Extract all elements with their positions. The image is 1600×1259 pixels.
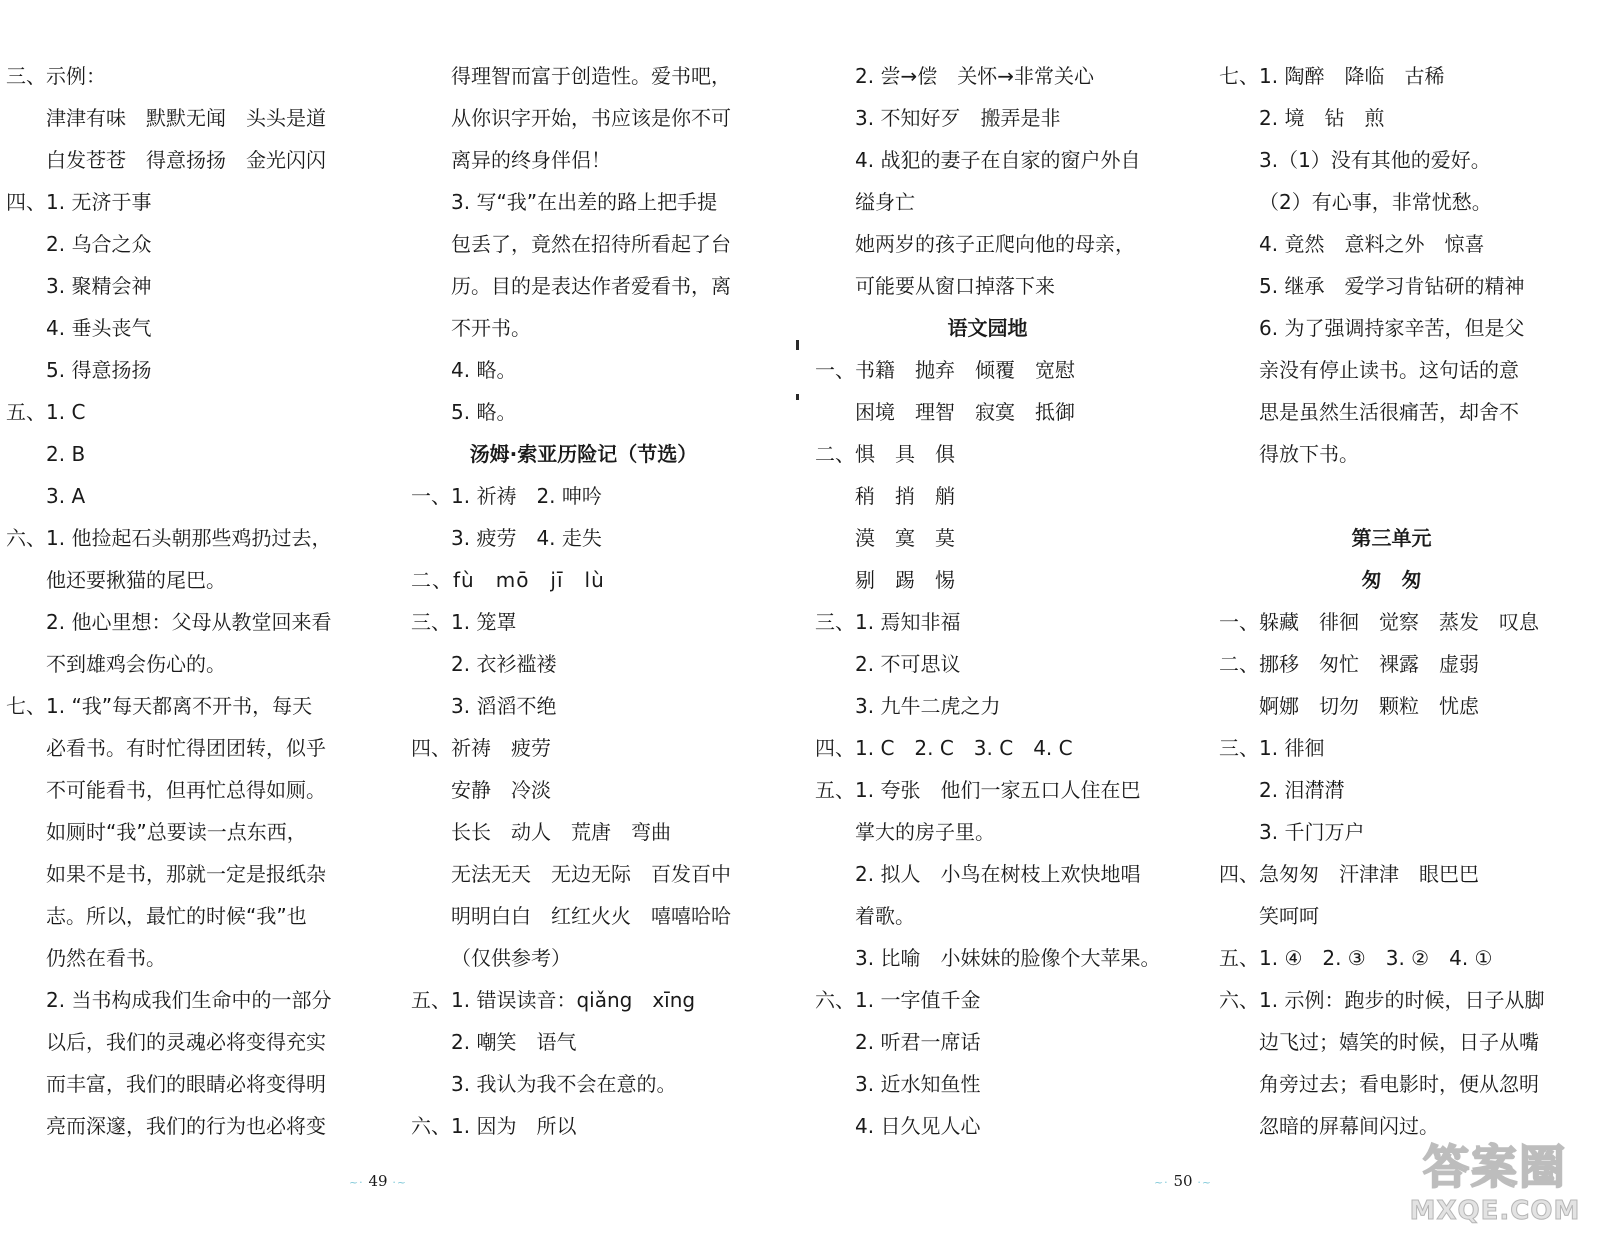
answer-line: 六、1. 一字值千金 [815, 988, 981, 1012]
section-heading: 匆 匆 [1361, 568, 1422, 592]
answer-line: 2. 衣衫褴褛 [451, 652, 557, 676]
answer-line: 不到雄鸡会伤心的。 [46, 652, 226, 676]
answer-line: 4. 垂头丧气 [46, 316, 152, 340]
answer-line: 五、1. 夸张 他们一家五口人住在巴 [815, 778, 1141, 802]
answer-line: 不开书。 [451, 316, 531, 340]
answer-line: 2. 不可思议 [855, 652, 961, 676]
answer-line: 4. 日久见人心 [855, 1114, 981, 1138]
answer-line: 2. B [46, 442, 86, 466]
answer-line: 边飞过；嬉笑的时候，日子从嘴 [1259, 1030, 1539, 1054]
answer-line: 而丰富，我们的眼睛必将变得明 [46, 1072, 326, 1096]
answer-line: （2）有心事，非常忧愁。 [1259, 190, 1492, 214]
answer-line: 包丢了，竟然在招待所看起了台 [451, 232, 731, 256]
page-50-column-right [1219, 55, 1564, 1147]
answer-line: 着歌。 [855, 904, 915, 928]
page-50-column-left [815, 55, 1160, 1147]
answer-line: 离异的终身伴侣！ [451, 148, 611, 172]
answer-line: 3. 九牛二虎之力 [855, 694, 1001, 718]
answer-line: 三、1. 焉知非福 [815, 610, 961, 634]
answer-line: 稍 捎 艄 [855, 484, 955, 508]
answer-line: 她两岁的孩子正爬向他的母亲， [855, 232, 1135, 256]
answer-line: 4. 略。 [451, 358, 517, 382]
answer-line: 3. 聚精会神 [46, 274, 152, 298]
answer-line: 安静 冷淡 [451, 778, 551, 802]
answer-line: 2. 听君一席话 [855, 1030, 981, 1054]
answer-line: 3. A [46, 484, 86, 508]
answer-line: 三、1. 徘徊 [1219, 736, 1325, 760]
answer-line: 4. 竟然 意料之外 惊喜 [1259, 232, 1485, 256]
answer-line: 思是虽然生活很痛苦，却舍不 [1259, 400, 1519, 424]
answer-line: 5. 继承 爱学习肯钻研的精神 [1259, 274, 1525, 298]
answer-line: 志。所以，最忙的时候“我”也 [46, 904, 307, 928]
answer-line: 2. 境 钻 煎 [1259, 106, 1385, 130]
watermark-url: MXQE.COM [1409, 1196, 1581, 1226]
answer-line: 无法无天 无边无际 百发百中 [451, 862, 731, 886]
answer-line: 忽暗的屏幕间闪过。 [1259, 1114, 1439, 1138]
answer-line: 必看书。有时忙得团团转，似乎 [46, 736, 326, 760]
answer-line: 2. 尝→偿 关怀→非常关心 [855, 64, 1094, 88]
answer-line: 从你识字开始，书应该是你不可 [451, 106, 731, 130]
answer-line: 津津有味 默默无闻 头头是道 [46, 106, 326, 130]
answer-line: 角旁过去；看电影时，便从忽明 [1259, 1072, 1539, 1096]
page-number-text: 49 [368, 1172, 388, 1190]
answer-line: 亮而深邃，我们的行为也必将变 [46, 1114, 326, 1138]
answer-line: 七、1. “我”每天都离不开书，每天 [6, 694, 313, 718]
answer-line: 6. 为了强调持家辛苦，但是父 [1259, 316, 1525, 340]
answer-line: 亲没有停止读书。这句话的意 [1259, 358, 1519, 382]
answer-line: 五、1. 错误读音：qiǎng xīng [411, 988, 696, 1012]
answer-line: 3. 写“我”在出差的路上把手提 [451, 190, 718, 214]
answer-line: 一、躲藏 徘徊 觉察 蒸发 叹息 [1219, 610, 1539, 634]
answer-line: 七、1. 陶醉 降临 古稀 [1219, 64, 1445, 88]
answer-line: 一、1. 祈祷 2. 呻吟 [411, 484, 602, 508]
answer-line: 剔 踢 惕 [855, 568, 955, 592]
answer-line: 3. 不知好歹 搬弄是非 [855, 106, 1061, 130]
answer-line: 5. 得意扬扬 [46, 358, 152, 382]
page-number-left [338, 1172, 418, 1190]
answer-line: 四、祈祷 疲劳 [411, 736, 551, 760]
answer-line: 2. 拟人 小鸟在树枝上欢快地唱 [855, 862, 1141, 886]
section-heading: 汤姆·索亚历险记（节选） [469, 442, 698, 466]
answer-line: 以后，我们的灵魂必将变得充实 [46, 1030, 326, 1054]
answer-line: 六、1. 示例：跑步的时候，日子从脚 [1219, 988, 1545, 1012]
page-number-text: 50 [1173, 1172, 1193, 1190]
watermark-logo: 答案圈 [1423, 1140, 1567, 1194]
answer-line: 历。目的是表达作者爱看书，离 [451, 274, 731, 298]
answer-line: （仅供参考） [451, 946, 571, 970]
answer-line: 掌大的房子里。 [855, 820, 995, 844]
answer-line: 四、急匆匆 汗津津 眼巴巴 [1219, 862, 1479, 886]
answer-line: 2. 泪潸潸 [1259, 778, 1345, 802]
page-number-ornament-icon: ·~ [392, 1176, 408, 1189]
section-heading: 第三单元 [1351, 526, 1432, 550]
answer-line: 明明白白 红红火火 嘻嘻哈哈 [451, 904, 731, 928]
answer-line: 2. 乌合之众 [46, 232, 152, 256]
answer-line: 六、1. 因为 所以 [411, 1114, 577, 1138]
answer-line: 2. 嘲笑 语气 [451, 1030, 577, 1054]
answer-line: 4. 战犯的妻子在自家的窗户外自 [855, 148, 1141, 172]
page-number-ornament-icon: ~· [348, 1176, 364, 1189]
answer-line: 长长 动人 荒唐 弯曲 [451, 820, 671, 844]
answer-line: 他还要揪猫的尾巴。 [46, 568, 226, 592]
watermark [1395, 1140, 1595, 1252]
answer-line: 困境 理智 寂寞 抵御 [855, 400, 1075, 424]
answer-line: 四、1. 无济于事 [6, 190, 152, 214]
answer-line: 三、1. 笼罩 [411, 610, 517, 634]
answer-line: 得放下书。 [1259, 442, 1359, 466]
answer-line [1219, 475, 1564, 517]
answer-line: 仍然在看书。 [46, 946, 166, 970]
answer-line: 六、1. 他捡起石头朝那些鸡扔过去， [6, 526, 332, 550]
answer-line: 五、1. C [6, 400, 86, 424]
gutter-mark [796, 340, 799, 350]
answer-line: 3. 近水知鱼性 [855, 1072, 981, 1096]
answer-line: 3. 比喻 小妹妹的脸像个大苹果。 [855, 946, 1161, 970]
gutter-mark [796, 394, 799, 400]
answer-line: 如厕时“我”总要读一点东西， [46, 820, 307, 844]
answer-line: 漠 寞 莫 [855, 526, 955, 550]
answer-line: 二、惧 具 俱 [815, 442, 955, 466]
answer-line: 3. 滔滔不绝 [451, 694, 557, 718]
answer-line: 3. 疲劳 4. 走失 [451, 526, 602, 550]
answer-line: 五、1. ④ 2. ③ 3. ② 4. ① [1219, 946, 1493, 970]
answer-line: 如果不是书，那就一定是报纸杂 [46, 862, 326, 886]
page-number-ornament-icon: ~· [1153, 1176, 1169, 1189]
answer-line: 二、挪移 匆忙 裸露 虚弱 [1219, 652, 1479, 676]
answer-line: 一、书籍 抛弃 倾覆 宽慰 [815, 358, 1075, 382]
answer-line: 3.（1）没有其他的爱好。 [1259, 148, 1491, 172]
answer-line: 笑呵呵 [1259, 904, 1319, 928]
answer-line: 得理智而富于创造性。爱书吧， [451, 64, 731, 88]
answer-line: 5. 略。 [451, 400, 517, 424]
page-number-right [1143, 1172, 1223, 1190]
answer-line: 缢身亡 [855, 190, 915, 214]
section-heading: 语文园地 [947, 316, 1028, 340]
answer-line: 不可能看书，但再忙总得如厕。 [46, 778, 326, 802]
answer-line: 3. 千门万户 [1259, 820, 1365, 844]
page-49-column-left [6, 55, 351, 1147]
answer-line: 2. 他心里想：父母从教堂回来看 [46, 610, 332, 634]
answer-line: 2. 当书构成我们生命中的一部分 [46, 988, 332, 1012]
answer-line: 白发苍苍 得意扬扬 金光闪闪 [46, 148, 326, 172]
answer-line: 四、1. C 2. C 3. C 4. C [815, 736, 1073, 760]
page-49-column-right [411, 55, 756, 1147]
answer-line: 婀娜 切勿 颗粒 忧虑 [1259, 694, 1479, 718]
answer-line: 三、示例： [6, 64, 106, 88]
answer-line: 3. 我认为我不会在意的。 [451, 1072, 677, 1096]
page-number-ornament-icon: ·~ [1197, 1176, 1213, 1189]
answer-line: 二、fù mō jī lù [411, 568, 605, 592]
answer-line: 可能要从窗口掉落下来 [855, 274, 1055, 298]
